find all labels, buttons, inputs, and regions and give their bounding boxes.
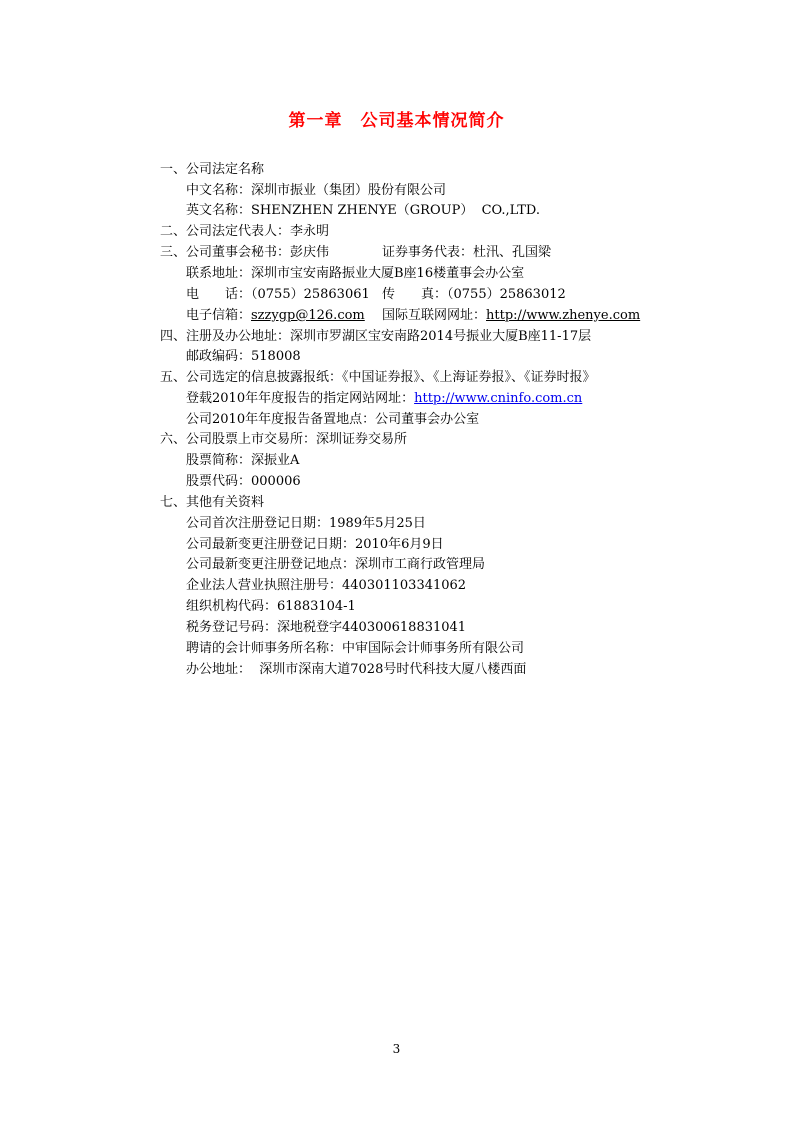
auditor-address: 办公地址： 深圳市深南大道7028号时代科技大厦八楼西面 — [186, 662, 527, 677]
registration-place: 公司最新变更注册登记地点：深圳市工商行政管理局 — [186, 557, 486, 572]
securities-representative: 证券事务代表：杜汛、孔国梁 — [382, 245, 552, 260]
auditor-name: 聘请的会计师事务所名称：中审国际会计师事务所有限公司 — [186, 641, 525, 656]
report-website-label: 登载2010年年度报告的指定网站网址： — [186, 391, 415, 406]
english-name: 英文名称：SHENZHEN ZHENYE（GROUP） CO.,LTD. — [186, 203, 541, 218]
fax — [382, 286, 566, 304]
report-website — [186, 390, 582, 408]
organization-code: 组织机构代码：61883104-1 — [186, 599, 356, 614]
website — [382, 307, 640, 325]
business-license: 企业法人营业执照注册号：440301103341062 — [186, 578, 467, 593]
contact-address: 联系地址：深圳市宝安南路振业大厦B座16楼董事会办公室 — [186, 266, 525, 281]
email — [186, 307, 365, 325]
stock-exchange: 六、公司股票上市交易所：深圳证券交易所 — [160, 432, 408, 447]
report-location: 公司2010年年度报告备置地点：公司董事会办公室 — [186, 412, 480, 427]
disclosure-newspapers: 五、公司选定的信息披露报纸：《中国证券报》、《上海证券报》、《证券时报》 — [160, 370, 596, 385]
telephone — [186, 286, 370, 304]
report-website-link[interactable]: http://www.cninfo.com.cn — [414, 391, 583, 406]
email-label: 电子信箱： — [186, 308, 252, 323]
section-1-heading: 一、公司法定名称 — [160, 162, 265, 177]
email-link[interactable]: szzygp@126.com — [251, 308, 365, 323]
stock-code: 股票代码：000006 — [186, 474, 301, 489]
website-label: 国际互联网网址： — [382, 308, 487, 323]
stock-abbreviation: 股票简称：深振业A — [186, 453, 300, 468]
page-number: 3 — [392, 1042, 401, 1056]
chinese-name: 中文名称：深圳市振业（集团）股份有限公司 — [186, 183, 447, 198]
first-registration-date: 公司首次注册登记日期：1989年5月25日 — [186, 516, 426, 531]
tax-registration: 税务登记号码：深地税登字440300618831041 — [186, 620, 467, 635]
legal-representative: 二、公司法定代表人：李永明 — [160, 224, 330, 239]
registered-address: 四、注册及办公地址：深圳市罗湖区宝安南路2014号振业大厦B座11-17层 — [160, 329, 592, 344]
fax-label: 传 真： — [382, 287, 448, 302]
telephone-value: （0755）25863061 — [251, 287, 370, 302]
telephone-label: 电 话： — [186, 287, 252, 302]
postcode: 邮政编码：518008 — [186, 349, 301, 364]
website-link[interactable]: http://www.zhenye.com — [486, 308, 641, 323]
section-7-heading: 七、其他有关资料 — [160, 495, 265, 510]
fax-value: （0755）25863012 — [447, 287, 566, 302]
board-secretary: 三、公司董事会秘书：彭庆伟 — [160, 245, 330, 260]
chapter-title: 第一章 公司基本情况简介 — [288, 111, 505, 131]
latest-registration-date: 公司最新变更注册登记日期：2010年6月9日 — [186, 537, 444, 552]
